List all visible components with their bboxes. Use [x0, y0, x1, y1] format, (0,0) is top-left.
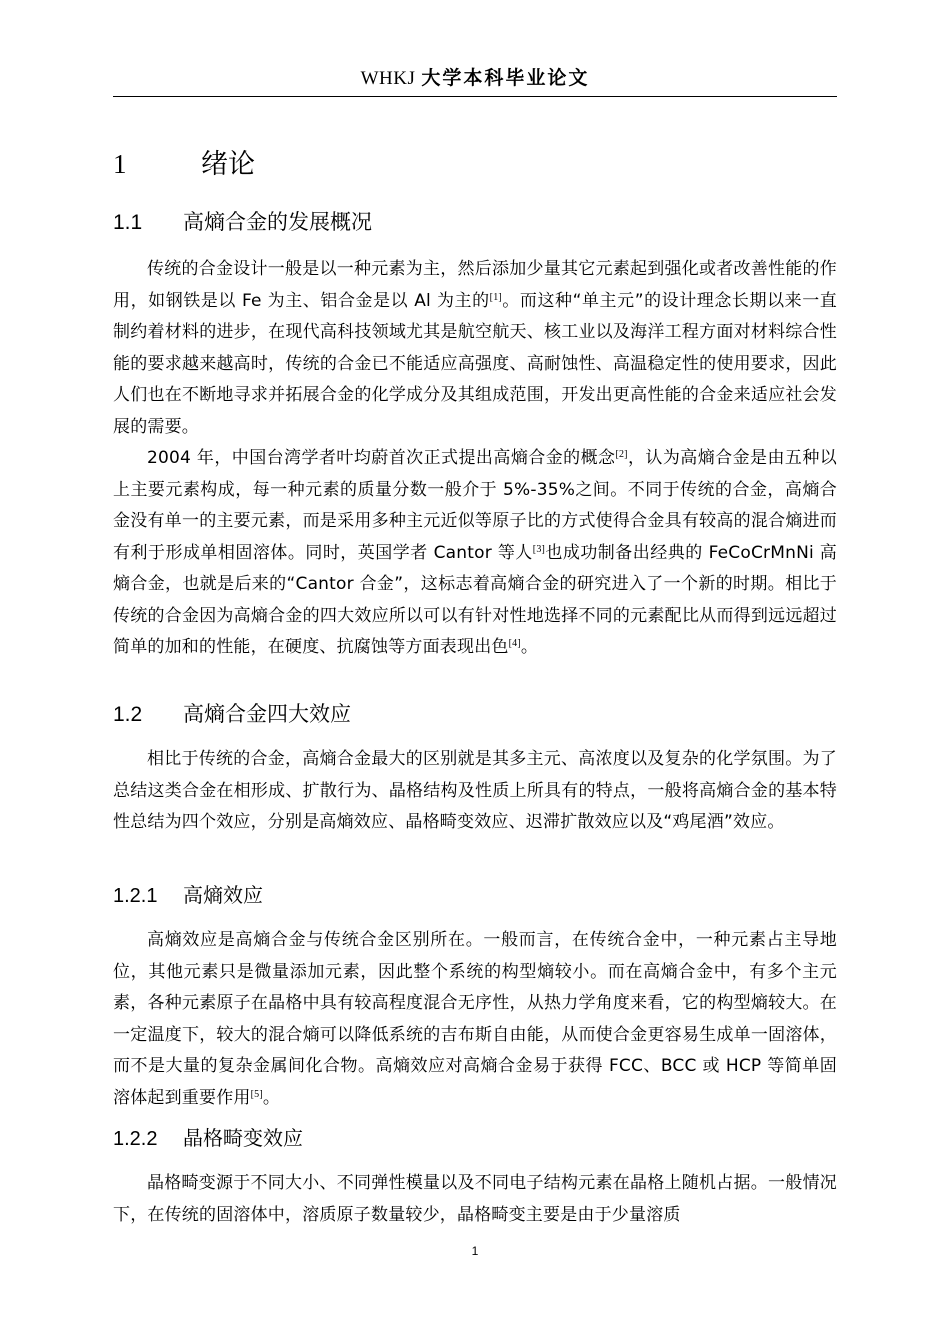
paragraph-5 — [113, 1168, 837, 1231]
paragraph-text: 。 — [262, 1087, 281, 1108]
paragraph-2 — [113, 443, 837, 664]
section-heading-1-2-1 — [113, 880, 263, 911]
paragraph-4 — [113, 925, 837, 1114]
paragraph-text: 2004 年，中国台湾学者叶均蔚首次正式提出高熵合金的概念 — [147, 448, 616, 468]
paragraph-1 — [113, 254, 837, 443]
chapter-number: 1 — [113, 149, 127, 179]
citation: [2] — [615, 449, 628, 460]
paragraph-text: 相比于传统的合金，高熵合金最大的区别就是其多主元、高浓度以及复杂的化学氛围。为了总结这类合金在相形成、扩散行为、晶格结构及性质上所具有的特点，一般将高熵合金的基本特性总结为四个效应，分别是高熵效应、晶格畸变效应、迟滞扩散效应以及“鸡尾酒”效应。 — [113, 749, 837, 832]
chapter-heading — [113, 146, 255, 183]
section-title: 高熵合金的发展概况 — [183, 210, 372, 234]
page-header — [113, 62, 837, 97]
paragraph-3 — [113, 744, 837, 839]
section-title: 高熵效应 — [183, 883, 263, 907]
header-title: 大学本科毕业论文 — [421, 67, 590, 89]
paragraph-text: 也成功制备出经典的 FeCoCrMnNi 高熵合金，也就是后来的“Cantor 合金”，这标志着高熵合金的研究进入了一个新的时期。相比于传统的合金因为高熵合金的四大效应所以可以有针对性地选择不同的元素配比从而得到远远超过简单的加和的性能，在硬度、抗腐蚀等方面表现出色 — [113, 542, 838, 657]
citation: [4] — [508, 638, 521, 649]
section-heading-1-1 — [113, 207, 372, 238]
section-number: 1.2.1 — [113, 885, 158, 907]
paragraph-text: 。而这种“单主元”的设计理念长期以来一直制约着材料的进步，在现代高科技领域尤其是航空航天、核工业以及海洋工程方面对材料综合性能的要求越来越高时，传统的合金已不能适应高强度、高耐蚀性、高温稳定性的使用要求，因此人们也在不断地寻求并拓展合金的化学成分及其组成范围，开发出更高性能的合金来适应社会发展的需要。 — [113, 290, 837, 437]
paragraph-text: 高熵效应是高熵合金与传统合金区别所在。一般而言，在传统合金中，一种元素占主导地位，其他元素只是微量添加元素，因此整个系统的构型熵较小。而在高熵合金中，有多个主元素，各种元素原子在晶格中具有较高程度混合无序性，从热力学角度来看，它的构型熵较大。在一定温度下，较大的混合熵可以降低系统的吉布斯自由能，从而使合金更容易生成单一固溶体，而不是大量的复杂金属间化合物。高熵效应对高熵合金易于获得 FCC、BCC 或 HCP 等简单固溶体起到重要作用 — [113, 930, 837, 1108]
section-heading-1-2-2 — [113, 1123, 303, 1154]
chapter-title: 绪论 — [201, 149, 255, 180]
citation: [3] — [532, 543, 546, 555]
section-title: 高熵合金四大效应 — [183, 702, 351, 726]
page-number: 1 — [471, 1244, 479, 1258]
section-heading-1-2 — [113, 699, 351, 730]
header-brand: WHKJ — [360, 68, 416, 89]
section-number: 1.2 — [113, 703, 143, 726]
section-number: 1.2.2 — [113, 1128, 158, 1150]
paragraph-text: ，认为高熵合金是由五种以上主要元素构成，每一种元素的质量分数一般介于 5%-35%之间。不同于传统的合金，高熵合金没有单一的主要元素，而是采用多种主元近似等原子比的方式使得合金具有较高的混合熵进而有利于形成单相固溶体。同时，英国学者 Cantor 等人 — [113, 448, 837, 563]
section-number: 1.1 — [113, 211, 143, 234]
section-title: 晶格畸变效应 — [183, 1126, 303, 1150]
citation: [1] — [489, 291, 502, 303]
paragraph-text: 晶格畸变源于不同大小、不同弹性模量以及不同电子结构元素在晶格上随机占据。一般情况下，在传统的固溶体中，溶质原子数量较少，晶格畸变主要是由于少量溶质 — [113, 1173, 837, 1225]
citation: [5] — [250, 1088, 263, 1100]
paragraph-text: 传统的合金设计一般是以一种元素为主，然后添加少量其它元素起到强化或者改善性能的作用，如钢铁是以 Fe 为主、铝合金是以 Al 为主的 — [113, 259, 837, 311]
paragraph-text: 。 — [520, 637, 539, 657]
